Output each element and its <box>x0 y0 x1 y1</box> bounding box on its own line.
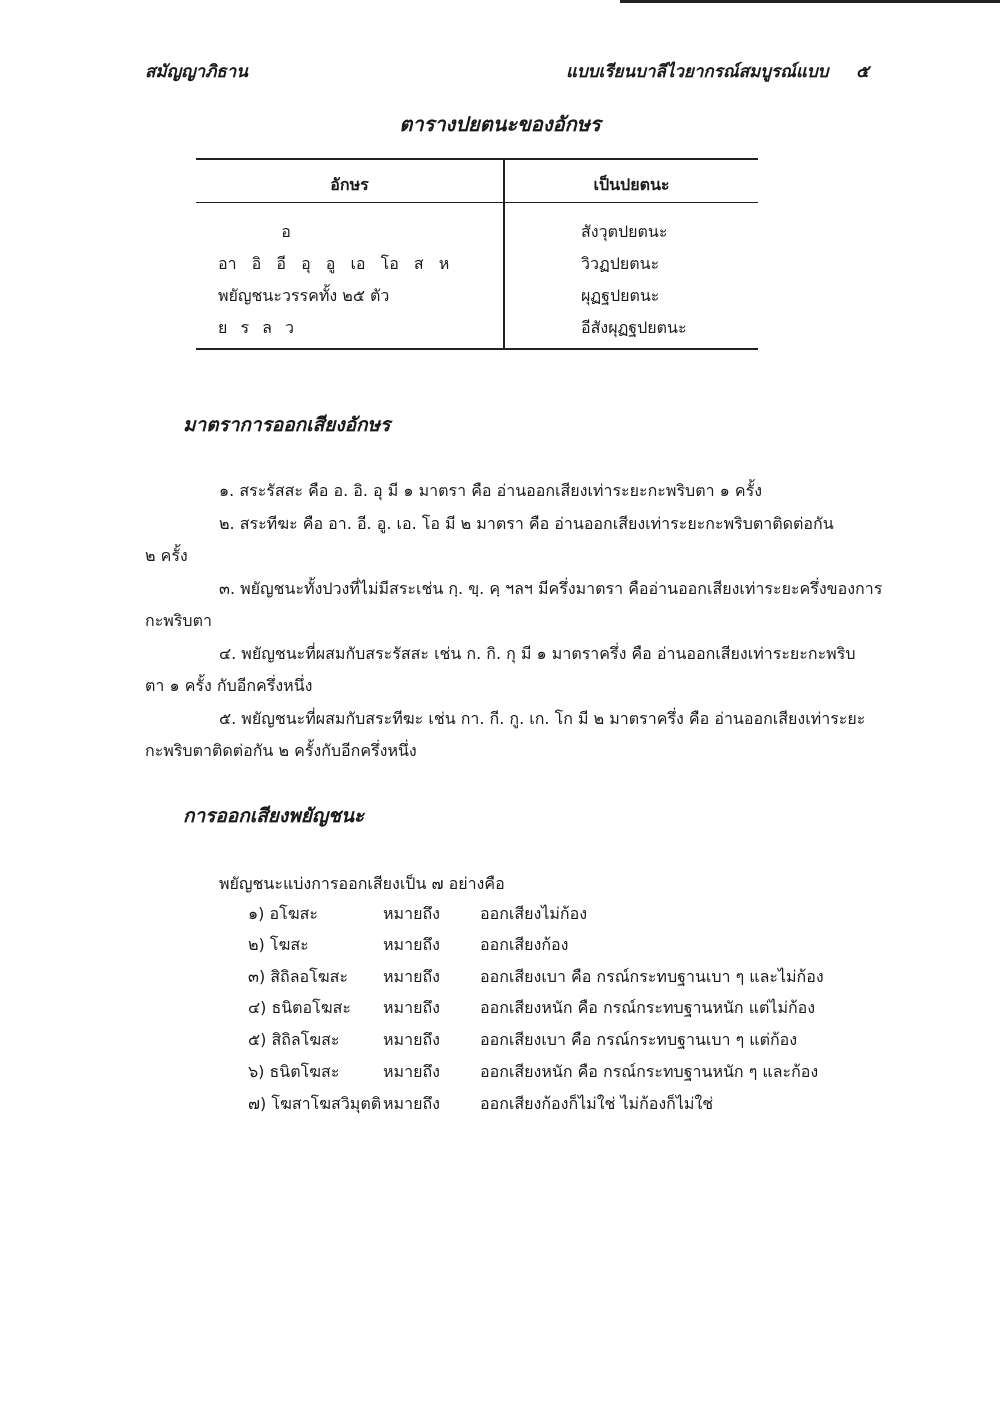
list-item-term: ๔) ธนิตอโฆสะ <box>248 998 351 1017</box>
list-item-desc: ออกเสียงก้อง <box>480 935 569 954</box>
measure-item-4-cont: ตา ๑ ครั้ง กับอีกครึ่งหนึ่ง <box>145 676 313 695</box>
table-top-rule <box>196 158 758 160</box>
table-cell: อีสังผุฏฐปยตนะ <box>581 318 687 337</box>
table-cell: พยัญชนะวรรคทั้ง ๒๕ ตัว <box>218 286 390 305</box>
table-header-rule <box>196 202 758 203</box>
list-item-term: ๑) อโฆสะ <box>248 904 318 923</box>
section-title-measures: มาตราการออกเสียงอักษร <box>183 414 391 436</box>
list-item <box>248 1092 713 1117</box>
measure-item-2: ๒. สระทีฆะ คือ อา. อี. อู. เอ. โอ มี ๒ มาตรา คือ อ่านออกเสียงเท่าระยะกะพริบตาติดต่อกัน <box>219 514 834 533</box>
list-item <box>248 996 815 1021</box>
list-item-term: ๓) สิถิลอโฆสะ <box>248 967 348 986</box>
top-rule <box>620 0 1000 3</box>
running-header-left: สมัญญาภิธาน <box>145 62 248 82</box>
list-item-term: ๕) สิถิลโฆสะ <box>248 1030 340 1049</box>
list-item-means: หมายถึง <box>383 998 440 1017</box>
measure-item-2-cont: ๒ ครั้ง <box>145 546 188 565</box>
table-cell: สังวุตปยตนะ <box>581 222 668 241</box>
page-number: ๕ <box>856 62 869 82</box>
list-item-desc: ออกเสียงก้องก็ไม่ใช่ ไม่ก้องก็ไม่ใช่ <box>480 1094 714 1113</box>
measure-item-3: ๓. พยัญชนะทั้งปวงที่ไม่มีสระเช่น กฺ. ขฺ. คฺ ฯลฯ มีครึ่งมาตรา คืออ่านออกเสียงเท่าระยะครึ่งของการ <box>219 579 883 598</box>
list-item-term: ๖) ธนิตโฆสะ <box>248 1062 340 1081</box>
list-item <box>248 1028 797 1053</box>
list-item-means: หมายถึง <box>383 1062 440 1081</box>
list-item-desc: ออกเสียงหนัก คือ กรณ์กระทบฐานหนัก ๆ และก้อง <box>480 1062 819 1081</box>
table-cell: อ <box>281 222 291 241</box>
list-item-means: หมายถึง <box>383 1094 440 1113</box>
table-header-effort: เป็นปยตนะ <box>593 175 670 194</box>
list-item-desc: ออกเสียงเบา คือ กรณ์กระทบฐานเบา ๆ แต่ก้อง <box>480 1030 798 1049</box>
list-item-means: หมายถึง <box>383 1030 440 1049</box>
table-cell: ผุฏฐปยตนะ <box>581 286 660 305</box>
consonant-intro: พยัญชนะแบ่งการออกเสียงเป็น ๗ อย่างคือ <box>219 874 505 893</box>
list-item-means: หมายถึง <box>383 967 440 986</box>
list-item-means: หมายถึง <box>383 904 440 923</box>
measure-item-1: ๑. สระรัสสะ คือ อ. อิ. อุ มี ๑ มาตรา คือ อ่านออกเสียงเท่าระยะกะพริบตา ๑ ครั้ง <box>219 481 763 500</box>
measure-item-5-cont: กะพริบตาติดต่อกัน ๒ ครั้งกับอีกครึ่งหนึ่ง <box>145 741 417 760</box>
running-header-right: แบบเรียนบาลีไวยากรณ์สมบูรณ์แบบ <box>566 62 829 82</box>
table-cell: อา อิ อี อุ อู เอ โอ ส ห <box>218 254 450 273</box>
list-item-desc: ออกเสียงไม่ก้อง <box>480 904 588 923</box>
list-item <box>248 965 824 990</box>
table-cell: ย ร ล ว <box>218 318 295 337</box>
list-item-desc: ออกเสียงเบา คือ กรณ์กระทบฐานเบา ๆ และไม่ก้อง <box>480 967 824 986</box>
list-item <box>248 1060 818 1085</box>
list-item-means: หมายถึง <box>383 935 440 954</box>
table-cell: วิวฏปยตนะ <box>581 254 660 273</box>
measure-item-5: ๕. พยัญชนะที่ผสมกับสระทีฆะ เช่น กา. กี. กู. เก. โก มี ๒ มาตราครึ่ง คือ อ่านออกเสียงเท่าระยะ <box>219 709 866 728</box>
list-item-desc: ออกเสียงหนัก คือ กรณ์กระทบฐานหนัก แต่ไม่ก้อง <box>480 998 816 1017</box>
section-title-consonants: การออกเสียงพยัญชนะ <box>183 805 365 827</box>
measure-item-4: ๔. พยัญชนะที่ผสมกับสระรัสสะ เช่น ก. กิ. กุ มี ๑ มาตราครึ่ง คือ อ่านออกเสียงเท่าระยะกะพริบ <box>219 644 856 663</box>
table-title: ตารางปยตนะของอักษร <box>399 112 601 136</box>
table-header-letters: อักษร <box>330 175 369 194</box>
list-item <box>248 933 568 958</box>
list-item <box>248 902 587 927</box>
measure-item-3-cont: กะพริบตา <box>145 611 212 630</box>
list-item-term: ๒) โฆสะ <box>248 935 309 954</box>
table-bottom-rule <box>196 348 758 350</box>
letters-table <box>196 158 758 350</box>
list-item-term: ๗) โฆสาโฆสวิมุตติ <box>248 1094 382 1113</box>
